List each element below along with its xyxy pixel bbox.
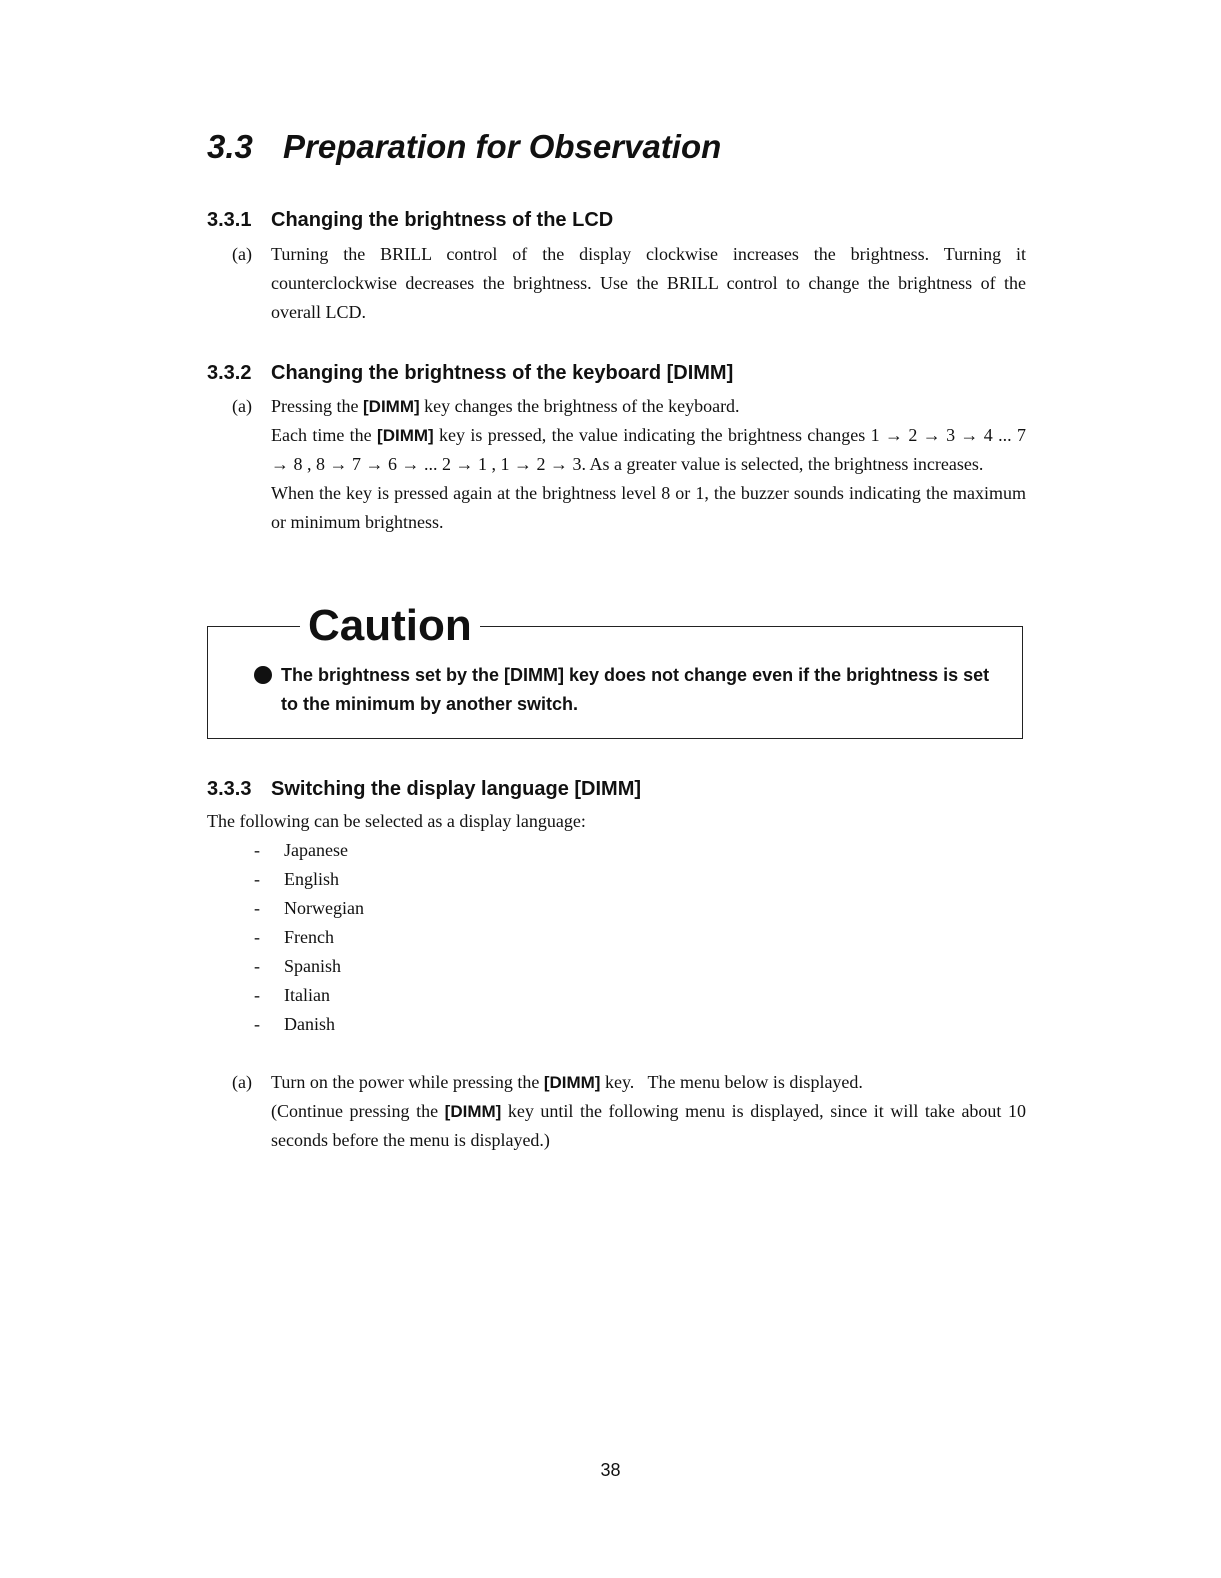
dimm-key-label: [DIMM]	[377, 426, 434, 445]
dimm-line-1	[271, 392, 1026, 421]
section-title: Preparation for Observation	[283, 128, 722, 165]
language-name: Norwegian	[284, 898, 364, 918]
language-intro: The following can be selected as a display language:	[207, 811, 586, 831]
item-tag: (a)	[232, 1072, 252, 1092]
language-switch-instructions	[271, 1068, 1026, 1155]
subsection-heading-3-3-2	[207, 362, 733, 385]
dash-marker: -	[254, 869, 260, 889]
page-number: 38	[600, 1460, 621, 1480]
caution-title: Caution	[300, 600, 480, 652]
caution-text: The brightness set by the [DIMM] key does not change even if the brightness is set to the minimum by another switch.	[281, 665, 990, 714]
list-item	[254, 923, 364, 952]
dimm-key-label: [DIMM]	[444, 1102, 502, 1121]
dash-marker: -	[254, 985, 260, 1005]
language-name: English	[284, 869, 340, 889]
bullet-icon	[254, 666, 272, 684]
section-heading	[207, 128, 721, 166]
brill-instructions: Turning the BRILL control of the display clockwise increases the brightness. Turning it counterclockwise decreases the brightness. Use the BRILL control to change the brightness of the overall LCD.	[271, 244, 1026, 322]
language-name: Spanish	[284, 956, 342, 976]
dimm-key-label: [DIMM]	[363, 397, 420, 416]
list-item	[254, 865, 364, 894]
list-item	[254, 894, 364, 923]
text-fragment: (Continue pressing the	[271, 1101, 445, 1121]
dash-marker: -	[254, 898, 260, 918]
dimm-key-label: [DIMM]	[543, 1073, 601, 1092]
text-fragment: Pressing the	[271, 396, 363, 416]
text-fragment: Each time the	[271, 425, 378, 445]
item-tag: (a)	[232, 396, 252, 416]
dimm-instructions	[271, 392, 1026, 537]
list-item	[254, 1010, 364, 1039]
text-fragment: key changes the brightness of the keyboard.	[419, 396, 740, 416]
subsection-title: Switching the display language [DIMM]	[271, 778, 642, 800]
language-list	[254, 836, 364, 1039]
text-fragment: key is pressed, the value indicating the brightness changes 1 → 2 → 3 → 4 ... 7 → 8 , 8 → 7 → 6 → ... 2 → 1 , 1 → 2 → 3. As a greater value is selected, the brightness increases.	[271, 425, 1026, 474]
text-fragment: Turn on the power while pressing the	[271, 1072, 544, 1092]
dash-marker: -	[254, 956, 260, 976]
text-fragment: key until the following menu is displayed, since it will take about 10 seconds before the menu is displayed.)	[271, 1101, 1026, 1150]
dash-marker: -	[254, 927, 260, 947]
dimm-line-3: When the key is pressed again at the brightness level 8 or 1, the buzzer sounds indicating the maximum or minimum brightness.	[271, 483, 1026, 532]
dash-marker: -	[254, 840, 260, 860]
list-item	[254, 836, 364, 865]
subsection-title: Changing the brightness of the LCD	[271, 209, 614, 231]
subsection-number: 3.3.3	[207, 778, 252, 800]
text-fragment: key. The menu below is displayed.	[600, 1072, 863, 1092]
subsection-heading-3-3-1	[207, 209, 613, 232]
language-name: Danish	[284, 1014, 335, 1034]
subsection-number: 3.3.1	[207, 209, 252, 231]
language-name: French	[284, 927, 334, 947]
subsection-heading-3-3-3	[207, 778, 641, 801]
lang-line-1	[271, 1068, 1026, 1097]
list-item	[254, 952, 364, 981]
section-number: 3.3	[207, 128, 253, 165]
list-item	[254, 981, 364, 1010]
lang-line-2	[271, 1097, 1026, 1155]
subsection-number: 3.3.2	[207, 362, 252, 384]
item-tag: (a)	[232, 244, 252, 264]
dimm-line-2	[271, 421, 1026, 479]
language-name: Japanese	[284, 840, 348, 860]
dash-marker: -	[254, 1014, 260, 1034]
subsection-title: Changing the brightness of the keyboard [DIMM]	[271, 362, 734, 384]
language-name: Italian	[284, 985, 330, 1005]
